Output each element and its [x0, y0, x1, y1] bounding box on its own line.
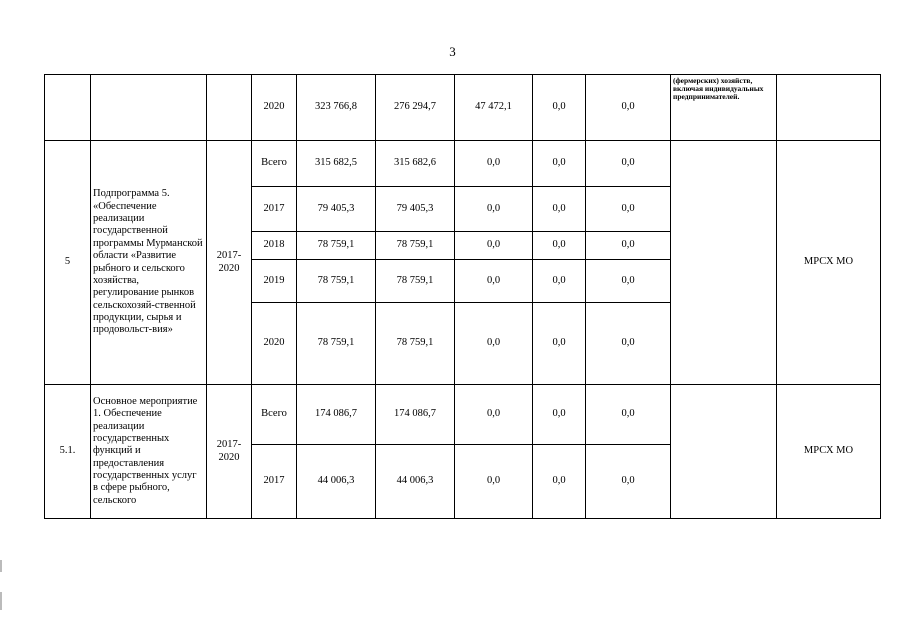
executor-cell [777, 75, 881, 141]
period-cell: 2017- 2020 [207, 385, 252, 519]
value-cell: 0,0 [533, 260, 586, 303]
value-cell: 0,0 [455, 303, 533, 385]
name-cell [91, 75, 207, 141]
year-cell: 2020 [252, 75, 297, 141]
year-cell: 2020 [252, 303, 297, 385]
value-cell: 0,0 [455, 232, 533, 260]
name-cell: Подпрограмма 5. «Обеспечение реализации государственной программы Мурманской области «Развитие рыбного и сельского хозяйства, регулирование рынков сельскохозяй-ственной продукции, сырья и продовольст-вия» [91, 141, 207, 385]
value-cell: 0,0 [533, 187, 586, 232]
value-cell: 78 759,1 [376, 303, 455, 385]
value-cell: 78 759,1 [297, 303, 376, 385]
year-cell: 2019 [252, 260, 297, 303]
num-cell [45, 75, 91, 141]
value-cell: 315 682,6 [376, 141, 455, 187]
value-cell: 0,0 [586, 75, 671, 141]
value-cell: 0,0 [586, 187, 671, 232]
year-cell: 2018 [252, 232, 297, 260]
value-cell: 0,0 [533, 141, 586, 187]
value-cell: 0,0 [586, 232, 671, 260]
value-cell: 0,0 [533, 75, 586, 141]
year-cell: Всего [252, 141, 297, 187]
value-cell: 0,0 [533, 303, 586, 385]
table-row [45, 141, 881, 187]
note-cell [671, 141, 777, 385]
value-cell: 44 006,3 [376, 445, 455, 519]
value-cell: 315 682,5 [297, 141, 376, 187]
value-cell: 44 006,3 [297, 445, 376, 519]
period-cell: 2017- 2020 [207, 141, 252, 385]
note-cell [671, 385, 777, 519]
value-cell: 0,0 [455, 260, 533, 303]
executor-cell: МРСХ МО [777, 385, 881, 519]
scan-mark [0, 592, 2, 610]
value-cell: 174 086,7 [297, 385, 376, 445]
value-cell: 276 294,7 [376, 75, 455, 141]
value-cell: 78 759,1 [376, 232, 455, 260]
scan-mark [0, 560, 2, 572]
page-number: 3 [449, 44, 456, 59]
value-cell: 79 405,3 [376, 187, 455, 232]
value-cell: 0,0 [533, 232, 586, 260]
value-cell: 0,0 [455, 445, 533, 519]
value-cell: 0,0 [455, 385, 533, 445]
value-cell: 174 086,7 [376, 385, 455, 445]
program-table [44, 74, 881, 519]
year-cell: 2017 [252, 187, 297, 232]
value-cell: 79 405,3 [297, 187, 376, 232]
table-row [45, 385, 881, 445]
value-cell: 0,0 [586, 260, 671, 303]
value-cell: 47 472,1 [455, 75, 533, 141]
num-cell: 5 [45, 141, 91, 385]
value-cell: 0,0 [586, 445, 671, 519]
period-cell [207, 75, 252, 141]
value-cell: 0,0 [586, 303, 671, 385]
value-cell: 0,0 [586, 141, 671, 187]
value-cell: 0,0 [533, 385, 586, 445]
value-cell: 0,0 [586, 385, 671, 445]
executor-cell: МРСХ МО [777, 141, 881, 385]
value-cell: 0,0 [533, 445, 586, 519]
value-cell: 0,0 [455, 187, 533, 232]
value-cell: 78 759,1 [297, 232, 376, 260]
year-cell: 2017 [252, 445, 297, 519]
value-cell: 323 766,8 [297, 75, 376, 141]
value-cell: 0,0 [455, 141, 533, 187]
value-cell: 78 759,1 [297, 260, 376, 303]
name-cell: Основное мероприятие 1. Обеспечение реализации государственных функций и предоставления государственных услуг в сфере рыбного, сельского [91, 385, 207, 519]
value-cell: 78 759,1 [376, 260, 455, 303]
table-row [45, 75, 881, 141]
num-cell: 5.1. [45, 385, 91, 519]
year-cell: Всего [252, 385, 297, 445]
note-cell: (фермерских) хозяйств, включая индивидуальных предпринимателей. [671, 75, 777, 141]
